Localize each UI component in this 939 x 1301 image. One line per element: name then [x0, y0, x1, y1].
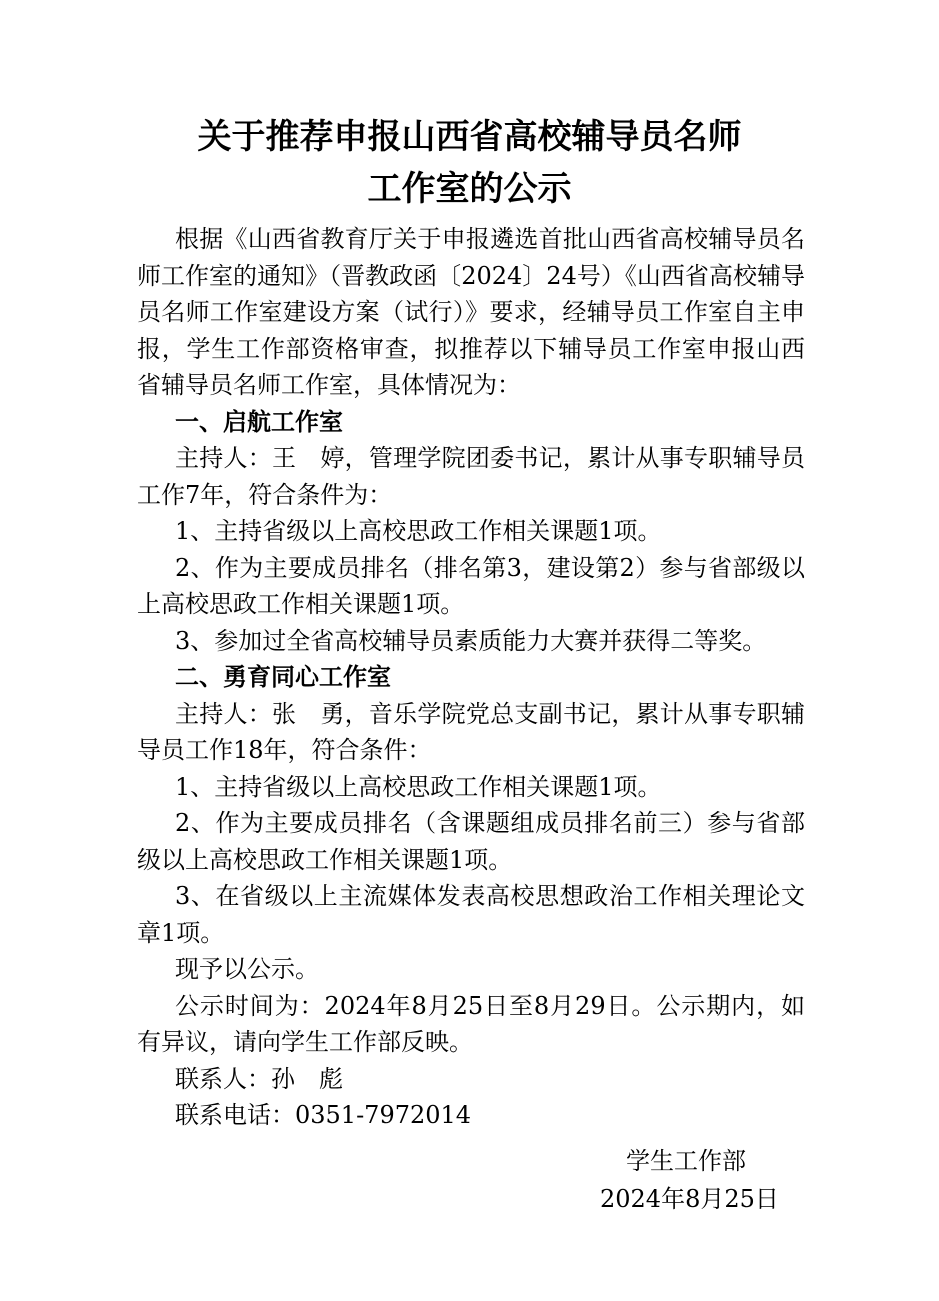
notice-paragraph: 现予以公示。 — [175, 955, 319, 983]
section1-item-3: 3、参加过全省高校辅导员素质能力大赛并获得二等奖。 — [175, 626, 767, 655]
section1-item-1: 1、主持省级以上高校思政工作相关课题1项。 — [175, 517, 662, 545]
section2-item-3: 3、在省级以上主流媒体发表高校思想政治工作相关理论文章1项。 — [137, 882, 805, 947]
intro-paragraph: 根据《山西省教育厅关于申报遴选首批山西省高校辅导员名师工作室的通知》（晋教政函〔2024〕24号）《山西省高校辅导员名师工作室建设方案（试行）》要求，经辅导员工作室自主申报，学生工作部资格审查，拟推荐以下辅导员工作室申报山西省辅导员名师工作室，具体情况为： — [137, 225, 805, 399]
section2-heading: 二、勇育同心工作室 — [175, 663, 391, 691]
contact-phone: 联系电话：0351-7972014 — [175, 1101, 472, 1129]
document-title-line1: 关于推荐申报山西省高校辅导员名师 — [197, 117, 742, 157]
section2-host: 主持人：张 勇，音乐学院党总支副书记，累计从事专职辅导员工作18年，符合条件： — [137, 699, 805, 764]
section1-item-2: 2、作为主要成员排名（排名第3，建设第2）参与省部级以上高校思政工作相关课题1项。 — [137, 553, 805, 618]
contact-person: 联系人：孙 彪 — [175, 1064, 343, 1093]
signature-date: 2024年8月25日 — [600, 1185, 779, 1213]
document-body — [137, 221, 805, 1134]
signature-department: 学生工作部 — [626, 1147, 746, 1175]
document-title-line2: 工作室的公示 — [367, 169, 572, 209]
section2-item-1: 1、主持省级以上高校思政工作相关课题1项。 — [175, 772, 662, 801]
section2-item-2: 2、作为主要成员排名（含课题组成员排名前三）参与省部级以上高校思政工作相关课题1项。 — [137, 809, 805, 874]
section1-host: 主持人：王 婷，管理学院团委书记，累计从事专职辅导员工作7年，符合条件为： — [137, 444, 805, 509]
section1-heading: 一、启航工作室 — [175, 407, 343, 436]
period-paragraph: 公示时间为：2024年8月25日至8月29日。公示期内，如有异议，请向学生工作部反映。 — [137, 991, 805, 1056]
